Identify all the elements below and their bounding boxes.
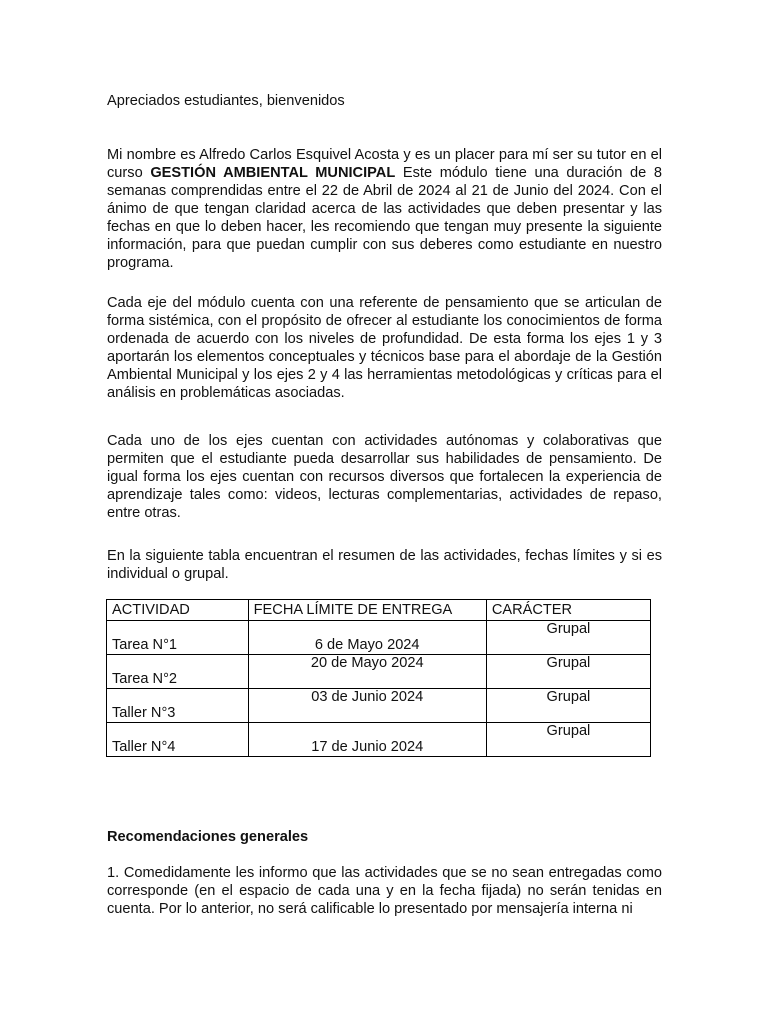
character-value: Grupal xyxy=(546,655,591,671)
recommendations-heading-text: Recomendaciones generales xyxy=(107,829,309,845)
table-row xyxy=(107,689,651,723)
recommendations-heading xyxy=(107,828,662,846)
header-activity: ACTIVIDAD xyxy=(107,600,249,621)
intro-paragraph xyxy=(107,146,662,272)
header-character: CARÁCTER xyxy=(486,600,650,621)
deadline-value: 6 de Mayo 2024 xyxy=(314,637,420,653)
table-cell-character xyxy=(486,621,650,655)
table-header-row xyxy=(107,600,651,621)
table-cell-activity xyxy=(107,689,249,723)
activity-label: Tarea N°1 xyxy=(112,637,178,653)
table-cell-date xyxy=(248,689,486,723)
course-name: GESTIÓN AMBIENTAL MUNICIPAL xyxy=(150,165,396,181)
table-cell-activity xyxy=(107,723,249,757)
activities-table xyxy=(106,599,651,757)
axes-paragraph: Cada eje del módulo cuenta con una referente de pensamiento que se articulan de forma sistémica, con el propósito de ofrecer al estudiante los conocimientos de forma ordenada de acuerdo con los niveles de profundidad. De esta forma los ejes 1 y 3 aportarán los elementos conceptuales y técnicos base para el abordaje de la Gestión Ambiental Municipal y los ejes 2 y 4 las herramientas metodológicas y críticas para el análisis en problemáticas asociadas. xyxy=(107,295,662,401)
table-intro: En la siguiente tabla encuentran el resumen de las actividades, fechas límites y si es individual o grupal. xyxy=(107,548,662,582)
table-row xyxy=(107,621,651,655)
table-cell-date xyxy=(248,655,486,689)
table-cell-date xyxy=(248,621,486,655)
intro-text-end: Este módulo tiene una duración de 8 semanas comprendidas entre el 22 de Abril de 2024 al 21 de Junio del 2024. Con el ánimo de que tengan claridad acerca de las actividades que deben presentar y las fechas en que lo deben hacer, les recomiendo que tengan muy presente la siguiente información, para que puedan cumplir con sus deberes como estudiante en nuestro programa. xyxy=(107,165,662,271)
recommendation-item-1: 1. Comedidamente les informo que las actividades que se no sean entregadas como corresponde (en el espacio de cada una y en la fecha fijada) no serán tenidas en cuenta. Por lo anterior, no será calificable lo presentado por mensajería interna ni xyxy=(107,865,662,917)
table-cell-character xyxy=(486,655,650,689)
deadline-value: 20 de Mayo 2024 xyxy=(310,655,424,671)
activity-label: Tarea N°2 xyxy=(112,671,178,687)
character-value: Grupal xyxy=(546,621,591,637)
table-row xyxy=(107,655,651,689)
greeting: Apreciados estudiantes, bienvenidos xyxy=(107,93,345,109)
deadline-value: 03 de Junio 2024 xyxy=(311,689,424,705)
table-cell-activity xyxy=(107,655,249,689)
table-cell-character xyxy=(486,689,650,723)
header-deadline: FECHA LÍMITE DE ENTREGA xyxy=(248,600,486,621)
activity-label: Taller N°3 xyxy=(112,705,176,721)
character-value: Grupal xyxy=(546,723,591,739)
activities-paragraph: Cada uno de los ejes cuentan con actividades autónomas y colaborativas que permiten que el estudiante pueda desarrollar sus habilidades de pensamiento. De igual forma los ejes cuentan con recursos diversos que fortalecen la experiencia de aprendizaje tales como: videos, lecturas complementarias, actividades de repaso, entre otras. xyxy=(107,433,662,521)
table-cell-date xyxy=(248,723,486,757)
character-value: Grupal xyxy=(546,689,591,705)
activity-label: Taller N°4 xyxy=(112,739,176,755)
deadline-value: 17 de Junio 2024 xyxy=(311,739,424,755)
table-cell-character xyxy=(486,723,650,757)
table-row xyxy=(107,723,651,757)
table-cell-activity xyxy=(107,621,249,655)
intro-text-start: Mi nombre es Alfredo Carlos Esquivel Acosta y es un placer para mí ser su tutor en el curso xyxy=(107,147,662,181)
